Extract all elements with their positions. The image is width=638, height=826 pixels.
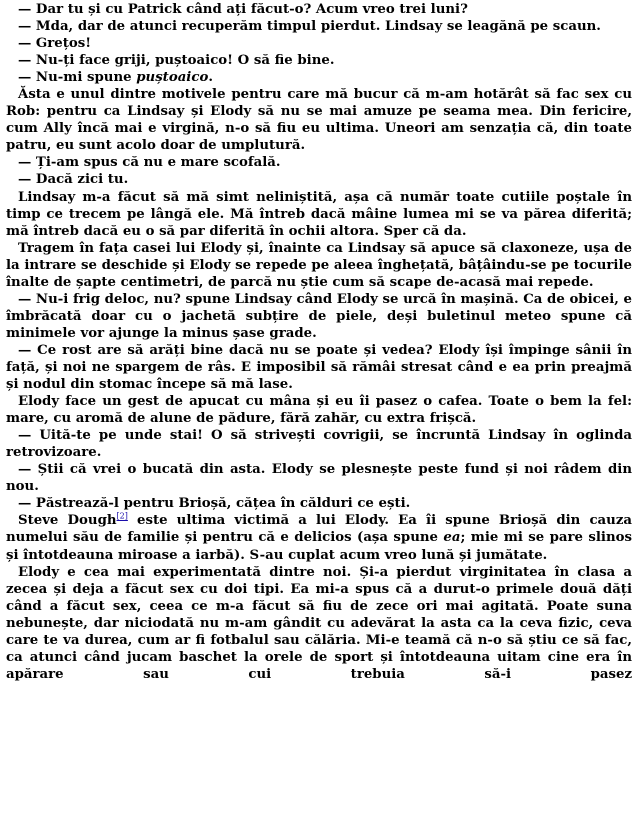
paragraph: — Uită-te pe unde stai! O să strivești covrigii, se încruntă Lindsay în oglinda retrovizoare.: [6, 428, 632, 461]
paragraph: Elody e cea mai experimentată dintre noi. Și-a pierdut virginitatea în clasa a zecea și deja a făcut sex cu doi tipi. Ea mi-a spus că a durut-o primele două dăți când a făcut sex, ceea ce m-a făcut să fiu de zece ori mai agitată. Poate suna nebunește, dar niciodată nu m-am gândit cu adevărat la asta ca la ceva fizic, ceva care te va durea, cum ar fi fotbalul sau călăria. Mi-e teamă că n-o să știu ce să fac, ca atunci când jucam baschet la orele de sport și întotdeauna uitam cine era în apărare sau cui trebuia să-i pasez: [6, 564, 632, 682]
paragraph: [6, 512, 632, 563]
paragraph: — Nu-ți face griji, puștoaico! O să fie bine.: [18, 53, 335, 69]
italic-text: puștoaico: [136, 70, 209, 86]
italic-text: ea: [443, 530, 461, 546]
text-run: ; mie mi se pare slinos și întotdeauna miroase a iarbă). S-au cuplat acum vreo lună și jumătate.: [6, 530, 632, 563]
footnote-link[interactable]: [2]: [116, 511, 128, 521]
paragraph: — Ce rost are să arăți bine dacă nu se poate și vedea? Elody își împinge sânii în față, și noi ne spargem de râs. E imposibil să rămâi stresat când e ea prin preajmă și nodul din stomac începe să mă lase.: [6, 342, 632, 393]
paragraph: — Grețos!: [18, 36, 92, 52]
paragraph: Lindsay m-a făcut să mă simt neliniștită, așa că număr toate cutiile poștale în timp ce trecem pe lângă ele. Mă întreb dacă mâine lumea mi se va părea diferită; mă întreb dacă eu o să par diferită în ochii altora. Sper că da.: [6, 189, 632, 239]
paragraph: — Nu-i frig deloc, nu? spune Lindsay când Elody se urcă în mașină. Ca de obicei, e îmbrăcată doar cu o jachetă subțire de piele, deși buletinul meteo spune că minimele vor ajunge la minus șase grade.: [6, 291, 632, 341]
paragraph: — Dar tu și cu Patrick când ați făcut-o? Acum vreo trei luni?: [18, 2, 468, 17]
paragraph: — Ți-am spus că nu e mare scofală.: [18, 155, 281, 171]
paragraph: Ăsta e unul dintre motivele pentru care mă bucur că m-am hotărât să fac sex cu Rob: pentru ca Lindsay și Elody să nu se mai amuze pe seama mea. Din fericire, cum Ally încă mai e virgină, n-o să fiu eu ultima. Uneori am senzația că, din toate patru, eu sunt acolo doar de umplutură.: [6, 87, 632, 154]
paragraph: — Știi că vrei o bucată din asta. Elody se plesnește peste fund și noi râdem din nou.: [6, 462, 632, 495]
paragraph: [6, 69, 632, 86]
text-run: .: [208, 70, 213, 86]
text-run: — Nu-mi spune: [18, 70, 137, 86]
paragraph: — Păstrează-l pentru Brioșă, cățea în călduri ce ești.: [18, 496, 411, 512]
text-run: este ultima victimă a lui Elody. Ea îi spune Brioșă din cauza numelui său de familie și pentru că e delicios (așa spune: [6, 513, 632, 546]
text-run: Steve Dough: [18, 513, 117, 529]
paragraph: Tragem în fața casei lui Elody și, înainte ca Lindsay să apuce să claxoneze, ușa de la intrare se deschide și Elody se repede pe aleea înghețată, bâțâindu-se pe tocurile înalte de șapte centimetri, de parcă nu știe cum să scape de-acasă mai repede.: [6, 240, 632, 290]
paragraph: — Dacă zici tu.: [18, 172, 129, 188]
paragraph: Elody face un gest de apucat cu mâna și eu îi pasez o cafea. Toate o bem la fel: mare, cu aromă de alune de pădure, fără zahăr, cu extra frișcă.: [6, 394, 632, 427]
paragraph: — Mda, dar de atunci recuperăm timpul pierdut. Lindsay se leagănă pe scaun.: [18, 19, 601, 35]
